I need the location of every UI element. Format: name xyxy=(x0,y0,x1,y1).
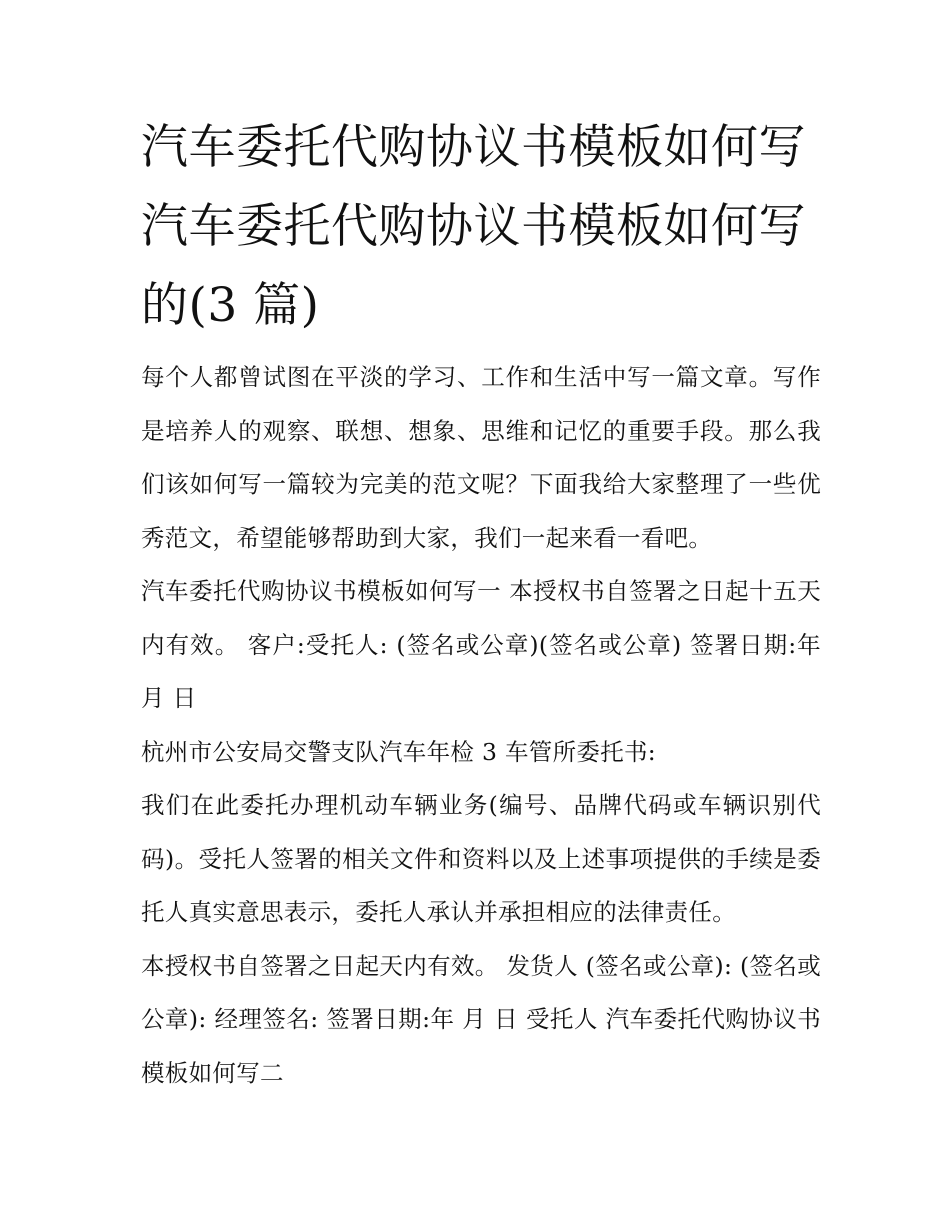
paragraph-addressee: 杭州市公安局交警支队汽车年检 3 车管所委托书: xyxy=(141,737,657,766)
document-title: 汽车委托代购协议书模板如何写 汽车委托代购协议书模板如何写的(3 篇) xyxy=(141,120,806,333)
document-page xyxy=(141,108,821,1100)
paragraph-intro: 每个人都曾试图在平淡的学习、工作和生活中写一篇文章。写作是培养人的观察、联想、想象、思维和记忆的重要手段。那么我们该如何写一篇较为完美的范文呢？下面我给大家整理了一些优秀范文，希望能够帮助到大家，我们一起来看一看吧。 xyxy=(141,363,821,552)
paragraph-template-one: 汽车委托代购协议书模板如何写一 本授权书自签署之日起十五天内有效。 客户:受托人: (签名或公章)(签名或公章) 签署日期:年 月 日 xyxy=(141,577,821,712)
document-body xyxy=(141,351,821,1100)
paragraph-entrustment: 我们在此委托办理机动车辆业务(编号、品牌代码或车辆识别代码)。受托人签署的相关文件和资料以及上述事项提供的手续是委托人真实意思表示，委托人承认并承担相应的法律责任。 xyxy=(141,791,821,926)
paragraph-validity: 本授权书自签署之日起天内有效。 发货人 (签名或公章): (签名或公章): 经理签名: 签署日期:年 月 日 受托人 汽车委托代购协议书模板如何写二 xyxy=(141,951,821,1087)
